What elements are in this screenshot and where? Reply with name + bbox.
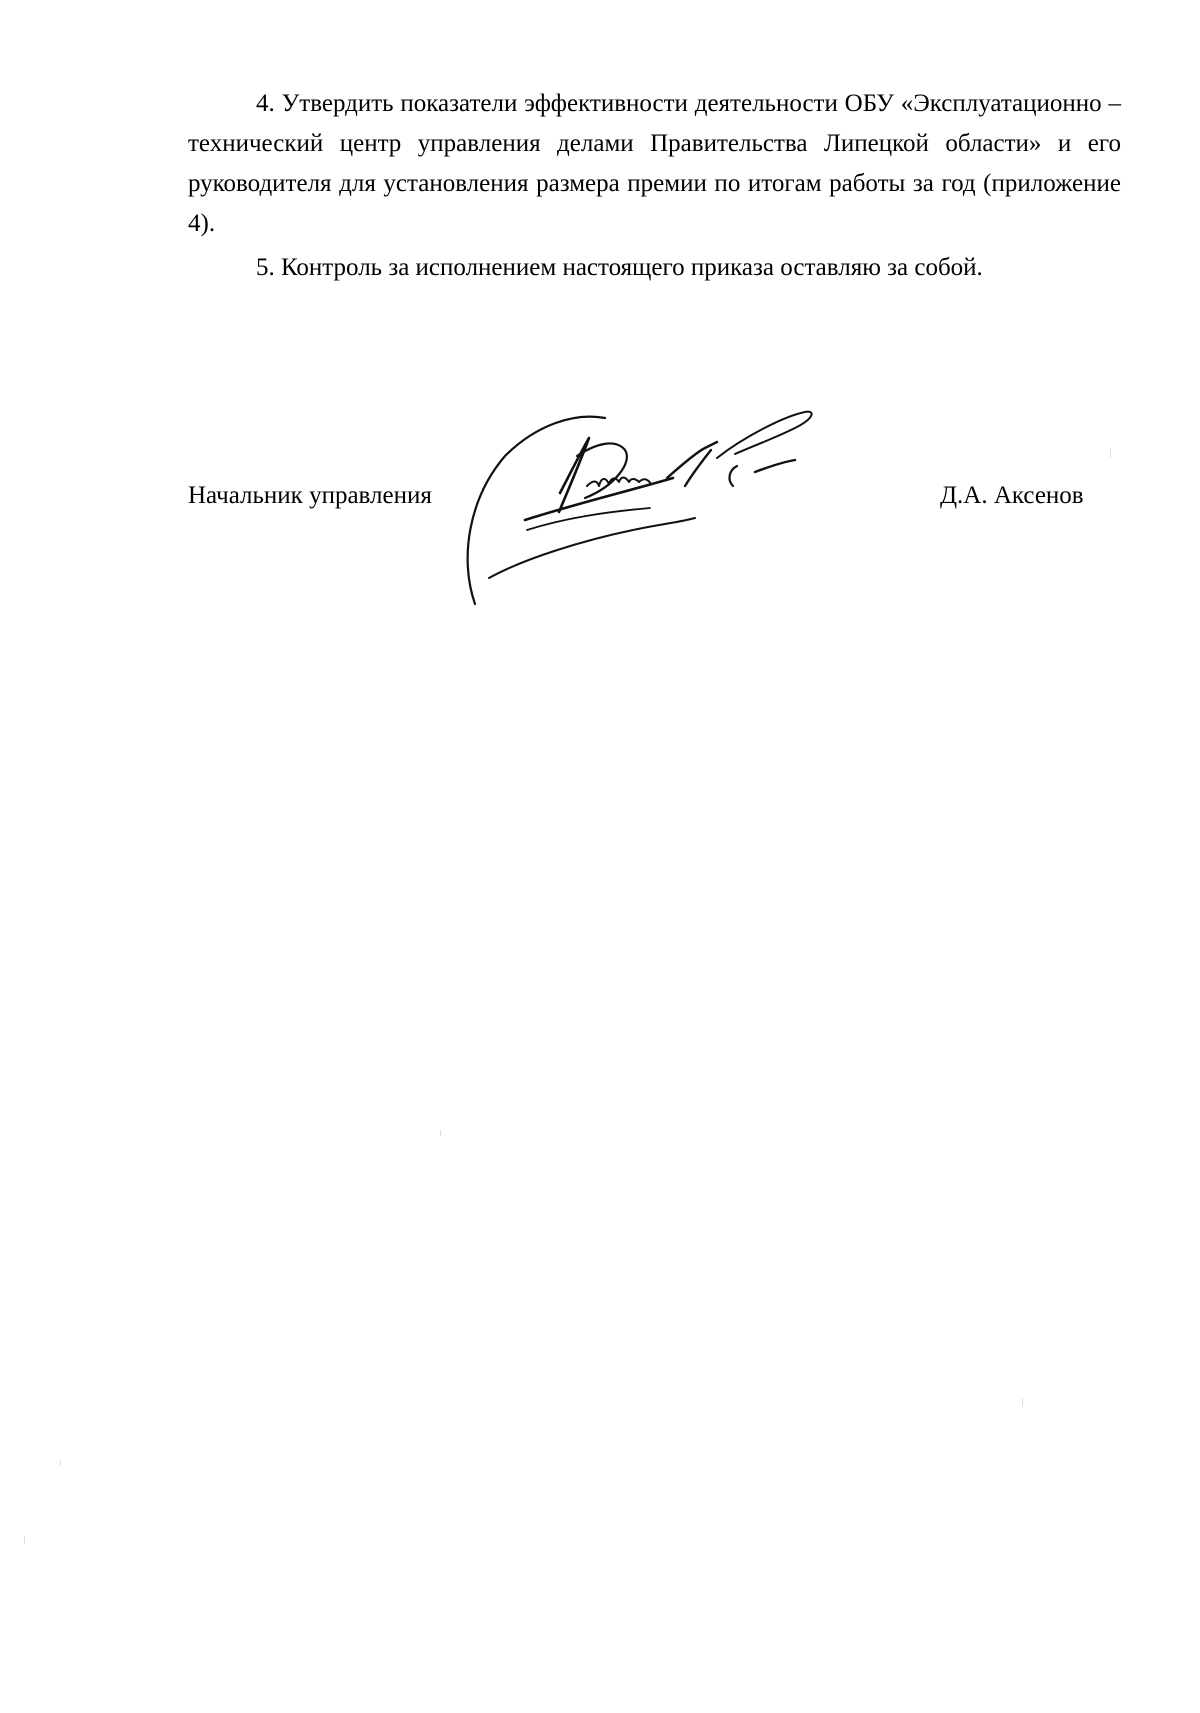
paragraph-item-5: 5. Контроль за исполнением настоящего приказа оставляю за собой. bbox=[256, 254, 983, 281]
signature-block bbox=[0, 400, 1200, 620]
paragraph-item-4: 4. Утвердить показатели эффективности деятельности ОБУ «Эксплуатационно – технический центр управления делами Правительства Липецкой области» и его руководителя для установления размера премии по итогам работы за год (приложение 4). bbox=[188, 90, 1121, 237]
scan-speck bbox=[1022, 1398, 1023, 1406]
signatory-position: Начальник управления bbox=[188, 482, 432, 509]
signatory-name: Д.А. Аксенов bbox=[940, 482, 1084, 509]
scan-speck bbox=[440, 1130, 441, 1136]
scan-speck bbox=[60, 1460, 61, 1466]
scan-speck bbox=[1110, 448, 1111, 458]
handwritten-signature bbox=[465, 408, 870, 608]
scan-speck bbox=[24, 1536, 25, 1544]
